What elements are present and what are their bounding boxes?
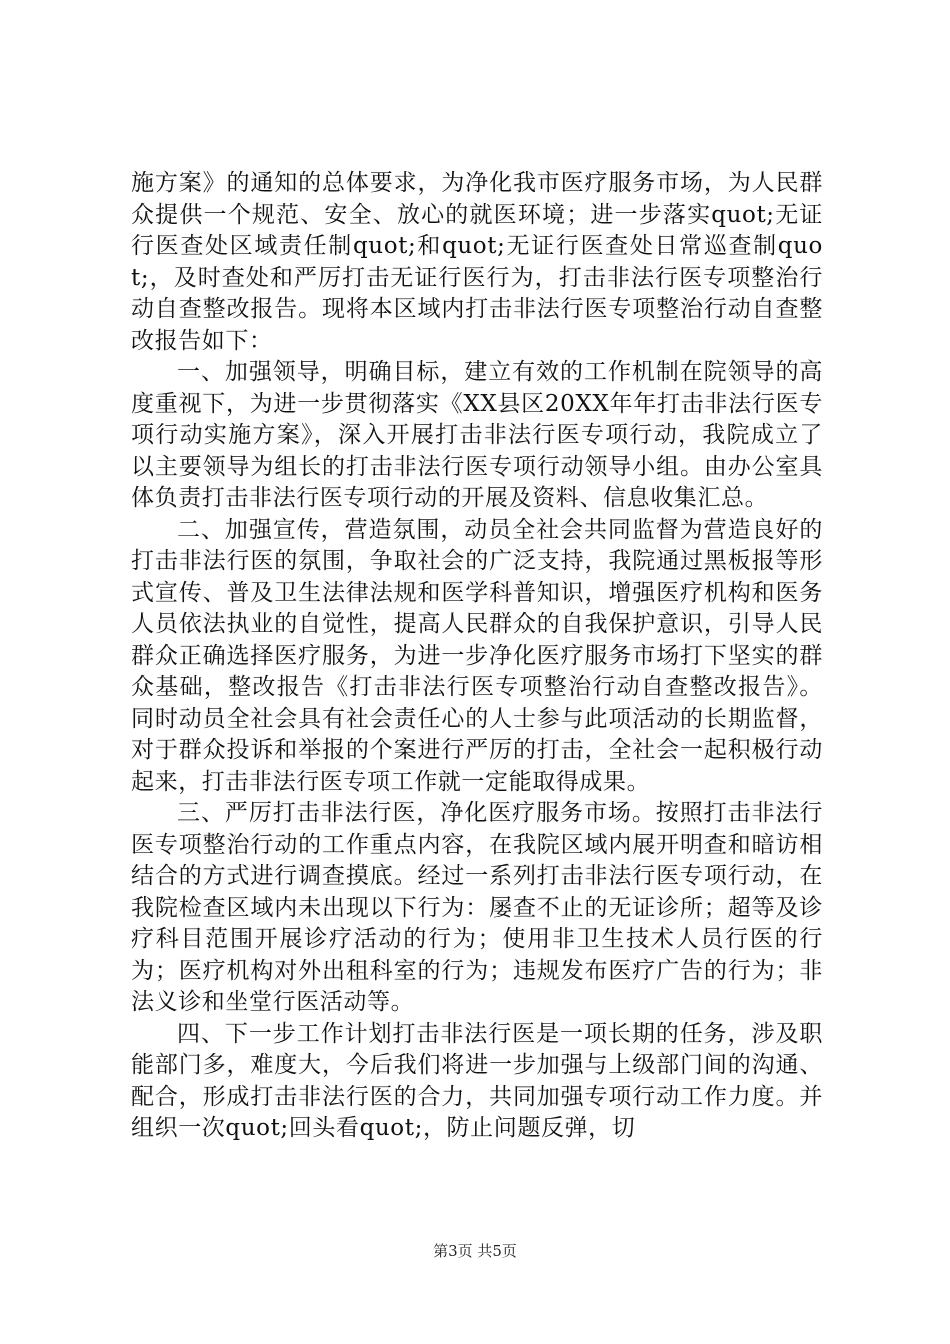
document-body bbox=[131, 168, 823, 1145]
paragraph-section-1: 一、加强领导，明确目标，建立有效的工作机制在院领导的高度重视下，为进一步贯彻落实《XX县区20XX年年打击非法行医专项行动实施方案》，深入开展打击非法行医专项行动，我院成立了以主要领导为组长的打击非法行医专项行动领导小组。由办公室具体负责打击非法行医专项行动的开展及资料、信息收集汇总。 bbox=[131, 359, 823, 511]
page-number-footer: 第3页 共5页 bbox=[433, 1242, 517, 1260]
paragraph-section-3: 三、严厉打击非法行医，净化医疗服务市场。按照打击非法行医专项整治行动的工作重点内容，在我院区域内展开明查和暗访相结合的方式进行调查摸底。经过一系列打击非法行医专项行动，在我院检查区域内未出现以下行为：屡查不止的无证诊所；超等及诊疗科目范围开展诊疗活动的行为；使用非卫生技术人员行医的行为；医疗机构对外出租科室的行为；违规发布医疗广告的行为；非法义诊和坐堂行医活动等。 bbox=[131, 800, 823, 1015]
paragraph-section-4: 四、下一步工作计划打击非法行医是一项长期的任务，涉及职能部门多，难度大，今后我们将进一步加强与上级部门间的沟通、配合，形成打击非法行医的合力，共同加强专项行动工作力度。并组织一次quot;回头看quot;，防止问题反弹，切 bbox=[131, 1020, 823, 1141]
paragraph-intro: 施方案》的通知的总体要求，为净化我市医疗服务市场，为人民群众提供一个规范、安全、放心的就医环境；进一步落实quot;无证行医查处区域责任制quot;和quot;无证行医查处日常巡查制quot;，及时查处和严厉打击无证行医行为，打击非法行医专项整治行动自查整改报告。现将本区域内打击非法行医专项整治行动自查整改报告如下： bbox=[131, 170, 823, 354]
paragraph-section-2: 二、加强宣传，营造氛围，动员全社会共同监督为营造良好的打击非法行医的氛围，争取社会的广泛支持，我院通过黑板报等形式宣传、普及卫生法律法规和医学科普知识，增强医疗机构和医务人员依法执业的自觉性，提高人民群众的自我保护意识，引导人民群众正确选择医疗服务，为进一步净化医疗服务市场打下坚实的群众基础，整改报告《打击非法行医专项整治行动自查整改报告》。同时动员全社会具有社会责任心的人士参与此项活动的长期监督，对于群众投诉和举报的个案进行严厉的打击，全社会一起积极行动起来，打击非法行医专项工作就一定能取得成果。 bbox=[131, 516, 823, 795]
